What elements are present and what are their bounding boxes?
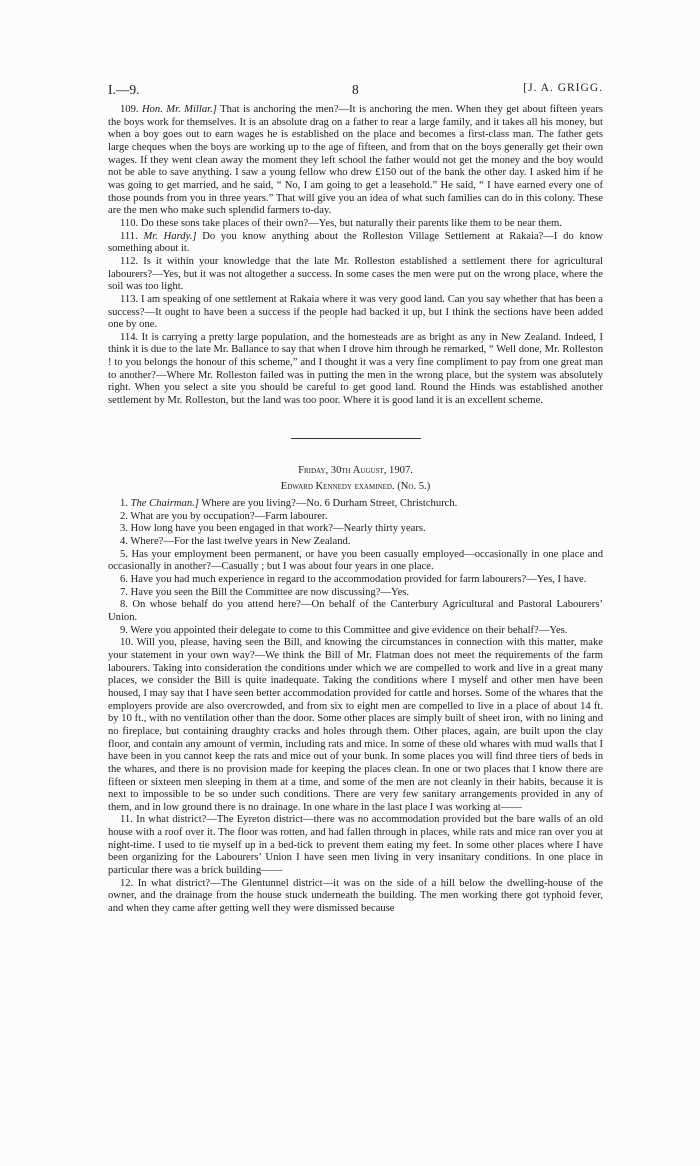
question-number: 4. — [120, 536, 128, 548]
witness-name: [J. A. GRIGG. — [523, 82, 603, 94]
date-heading — [108, 465, 603, 478]
question-number: 11. — [120, 814, 133, 826]
evidence-paragraph — [108, 587, 603, 600]
paragraph-text: In what district?—The Glentunnel district—it was on the side of a hill below the dwelling-house of the owner, and the drainage from the house stuck underneath the building. The men working there got typhoid fever, and when they came after getting well they were dismissed because — [108, 877, 603, 915]
speaker-name: The Chairman.] — [130, 498, 199, 510]
paragraph-text: Do you know anything about the Rolleston Village Settlement at Rakaia?—I do know something about it. — [108, 230, 603, 255]
question-number: 113. — [120, 293, 139, 305]
examination-heading — [108, 481, 603, 494]
paragraph-text: That is anchoring the men?—It is anchoring the men. When they get about fifteen years the boys work for themselves. It is an absolute drag on a father to rear a large family, and it takes all his money, but when a boy goes out to earn wages he is established on the place and becomes a first-class man. The father gets large cheques when the boys are working up to the age of fifteen, and from that on the boys generally get their own wages. If they went clean away the moment they left school the father would not get the money and the boy would not be able to save anything. I saw a young fellow who drew £150 out of the bank the other day. I asked him if he was going to get married, and he said, “ No, I am going to get a leasehold.” He said, “ I have earned every one of those pounds from you in three years.” That will give you an idea of what such families can do in this colony. These are the men who make such splendid farmers to-day. — [108, 104, 604, 217]
page-number: 8 — [352, 82, 359, 97]
evidence-paragraph — [108, 574, 603, 587]
evidence-paragraph — [108, 294, 603, 332]
evidence-paragraph — [108, 878, 603, 916]
evidence-paragraph — [108, 637, 603, 814]
question-number: 5. — [120, 548, 128, 560]
page-body — [108, 104, 603, 916]
question-number: 112. — [120, 255, 139, 267]
question-number: 3. — [120, 523, 128, 535]
paragraph-text: Have you had much experience in regard to the accommodation provided for farm labourers?—Yes, I have. — [130, 574, 587, 585]
paragraph-text: Has your employment been permanent, or have you been casually employed—occasionally in one place and occasionally in another?—Casually ; but I was about four years in one place. — [108, 548, 603, 573]
evidence-paragraph — [108, 536, 603, 549]
evidence-paragraph — [108, 332, 603, 408]
speaker-name: Hon. Mr. Millar.] — [141, 104, 217, 115]
question-number: 114. — [120, 331, 139, 343]
paragraph-text: What are you by occupation?—Farm labourer. — [130, 510, 328, 522]
evidence-paragraph — [108, 218, 603, 231]
paragraph-text: Do these sons take places of their own?—Yes, but naturally their parents like them to be near them. — [140, 217, 562, 229]
question-number: 1. — [120, 498, 128, 510]
question-number: 111. — [120, 230, 138, 242]
evidence-paragraph — [108, 256, 603, 294]
question-number: 10. — [120, 637, 134, 649]
evidence-paragraph — [108, 104, 603, 218]
question-number: 8. — [120, 599, 128, 611]
evidence-paragraph — [108, 549, 603, 574]
evidence-paragraph — [108, 523, 603, 536]
paragraph-text: Were you appointed their delegate to come to this Committee and give evidence on their behalf?—Yes. — [130, 624, 568, 636]
section-divider — [291, 438, 421, 439]
question-number: 109. — [120, 104, 139, 115]
question-number: 12. — [120, 877, 134, 889]
evidence-paragraph — [108, 599, 603, 624]
examination-heading-text: Edward Kennedy examined. (No. 5.) — [280, 481, 431, 493]
paragraph-text: How long have you been engaged in that work?—Nearly thirty years. — [130, 523, 426, 535]
question-number: 6. — [120, 574, 128, 585]
evidence-paragraph — [108, 625, 603, 638]
paragraph-text: In what district?—The Eyreton district—there was no accommodation provided but the bare walls of an old house with a roof over it. The floor was rotten, and had fallen through in places, while rats and mice ran over you at night-time. I used to tie myself up in a bed-tick to prevent them eating my feet. In some other places where I have been organizing for the Labourers’ Union I have seen men living in very insanitary conditions. In one place in particular there was a brick building—— — [108, 814, 603, 877]
paragraph-text: Have you seen the Bill the Committee are now discussing?—Yes. — [130, 586, 410, 598]
section-evidence-grigg — [108, 104, 603, 408]
paragraph-text: Where are you living?—No. 6 Durham Street, Christchurch. — [201, 498, 458, 510]
section-evidence-kennedy — [108, 498, 603, 916]
paragraph-text: Will you, please, having seen the Bill, and knowing the circumstances in connection with this matter, make your statement in your own way?—We think the Bill of Mr. Flatman does not meet the requirements of the farm labourers. Taking into consideration the conditions under which we are compelled to work and live in a great many places, we consider the Bill is quite inadequate. Taking the conditions where I myself and other men have been housed, I may say that I have seen better accommodation provided for cattle and horses. Some of the whares that the employers provide are also overcrowded, and from six to eight men are compelled to live in a place of about 14 ft. by 10 ft., with no ventilation other than the door. Some other places are simply built of sheet iron, with no lining and no fireplace, but containing draughty cracks and holes through them. Other places, again, are built upon the clay floor, and contain any amount of vermin, including rats and mice. In some of these old whares with mud walls that I have been in you cannot keep the rats and mice out of your bunk. In some places you will find three tiers of beds in the whares, and there is no provision made for keeping the places clean. In one or two places that I know there are fifteen or sixteen men sleeping in them at a time, and some of the men are not cleanly in their habits, because it is next to impossible to be so under such conditions. There are very few sanitary arrangements provided in any of them, and in low ground there is no drainage. In one whare in the last place I was working at—— — [108, 637, 603, 813]
evidence-paragraph — [108, 498, 603, 511]
question-number: 110. — [120, 217, 139, 229]
document-reference: I.—9. — [108, 82, 140, 97]
evidence-paragraph — [108, 511, 603, 524]
paragraph-text: It is carrying a pretty large population, and the homesteads are as bright as any in New Zealand. Indeed, I think it is due to the late Mr. Ballance to say that when I drove him through he remarked, “ Well done, Mr. Rolleston ! to you belongs the honour of this scheme,” and I thought it was a very fine compliment to pay from one great man to another?—Where Mr. Rolleston failed was in putting the men in the wrong place, but the system was absolutely right. When you select a site you should be careful to get good land. Round the Hinds was established another settlement by Mr. Rolleston, but the land was too poor. Where it is good land it is an excellent scheme. — [108, 331, 604, 407]
question-number: 7. — [120, 586, 128, 598]
paragraph-text: On whose behalf do you attend here?—On behalf of the Canterbury Agricultural and Pastoral Labourers’ Union. — [108, 599, 603, 623]
date-heading-text: Friday, 30th August, 1907. — [298, 464, 413, 476]
question-number: 9. — [120, 624, 128, 636]
evidence-paragraph — [108, 814, 603, 877]
paragraph-text: Where?—For the last twelve years in New Zealand. — [130, 536, 351, 548]
paragraph-text: I am speaking of one settlement at Rakaia where it was very good land. Can you say whether that has been a success?—It ought to have been a success if the people had backed it up, but I think the sections have been added one by one. — [108, 293, 603, 331]
page-header — [108, 82, 603, 98]
paragraph-text: Is it within your knowledge that the late Mr. Rolleston established a settlement there for agricultural labourers?—Yes, but it was not altogether a success. In some cases the men were put on the wrong place, where the soil was too light. — [108, 255, 603, 293]
question-number: 2. — [120, 510, 128, 522]
evidence-paragraph — [108, 231, 603, 256]
speaker-name: Mr. Hardy.] — [143, 230, 197, 242]
